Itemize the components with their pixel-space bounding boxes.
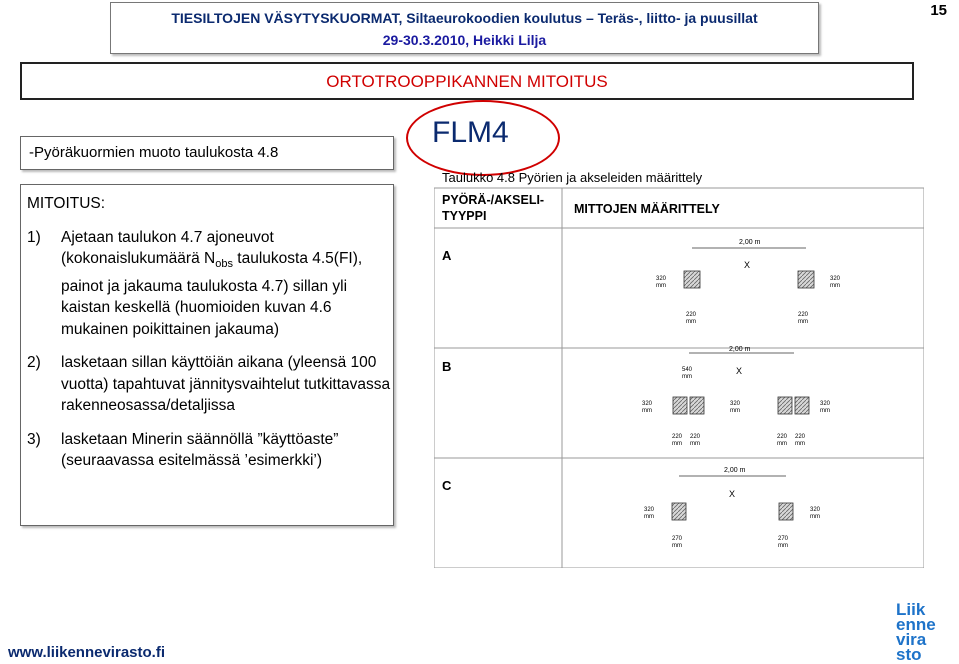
wheel-contact	[690, 397, 704, 414]
mitoitus-box	[20, 184, 394, 526]
wheel-axle-table-figure	[434, 168, 924, 568]
title-bar	[20, 62, 914, 100]
dim-540: 540	[682, 367, 693, 373]
liikennevirasto-logo	[896, 602, 936, 662]
wheel-contact	[684, 271, 700, 288]
item-number: 2)	[27, 354, 41, 372]
page-number: 15	[930, 2, 947, 19]
dim-mm: mm	[795, 441, 805, 447]
logo-line: vira	[896, 630, 927, 649]
center-mark: X	[729, 489, 736, 499]
dim-mm: mm	[798, 319, 808, 325]
wheel-contact	[778, 397, 792, 414]
dim-mm: mm	[686, 319, 696, 325]
wheel-contact	[798, 271, 814, 288]
header-box	[110, 2, 819, 54]
dim-mm: mm	[778, 543, 788, 549]
item-text: lasketaan sillan käyttöiän aikana (yleensä 100 vuotta) tapahtuvat jännitysvaihtelut tutkittavassa rakenneosassa/detaljissa	[61, 354, 391, 415]
list-item	[27, 227, 393, 341]
dim-mm: mm	[644, 514, 654, 520]
table-caption: Taulukko 4.8 Pyörien ja akseleiden määrittely	[442, 170, 703, 185]
dim-320: 320	[644, 507, 655, 513]
list-item	[27, 352, 393, 417]
mitoitus-content	[27, 193, 393, 472]
list-item	[27, 429, 393, 472]
logo-line: sto	[896, 645, 922, 664]
dim-mm: mm	[830, 283, 840, 289]
mitoitus-heading: MITOITUS:	[27, 195, 106, 212]
dim-220: 220	[690, 434, 701, 440]
row-label-b: B	[442, 359, 452, 374]
dim-270: 270	[778, 536, 789, 542]
logo-line: Liik	[896, 600, 926, 619]
row-label-c: C	[442, 478, 452, 493]
wheel-contact	[795, 397, 809, 414]
dim-320: 320	[656, 276, 667, 282]
flm-label: FLM4	[432, 116, 509, 149]
row-label-a: A	[442, 248, 452, 263]
dim-mm: mm	[730, 408, 740, 414]
topic-text: -Pyöräkuormien muoto taulukosta 4.8	[29, 144, 279, 161]
item-number: 1)	[27, 228, 41, 246]
dim-mm: mm	[810, 514, 820, 520]
item-number: 3)	[27, 430, 41, 448]
dim-270: 270	[672, 536, 683, 542]
dim-320: 320	[642, 401, 653, 407]
dimension-label: 2,00 m	[739, 239, 761, 246]
dim-mm: mm	[820, 408, 830, 414]
dim-220: 220	[798, 312, 809, 318]
dim-320: 320	[810, 507, 821, 513]
item-text: lasketaan Minerin säännöllä ”käyttöaste” (seuraavassa esitelmässä ’esimerkki’)	[61, 430, 339, 470]
dim-320: 320	[820, 401, 831, 407]
wheel-contact	[779, 503, 793, 520]
dim-220: 220	[672, 434, 683, 440]
slide-title: ORTOTROOPPIKANNEN MITOITUS	[326, 72, 608, 91]
center-mark: X	[736, 366, 743, 376]
col2-header: MITTOJEN MÄÄRITTELY	[574, 202, 720, 216]
topic-box	[20, 136, 394, 170]
dim-220: 220	[686, 312, 697, 318]
dim-220: 220	[777, 434, 788, 440]
wheel-contact	[673, 397, 687, 414]
header-date-author: 29-30.3.2010, Heikki Lilja	[382, 32, 547, 48]
dim-mm: mm	[690, 441, 700, 447]
header-title: TIESILTOJEN VÄSYTYSKUORMAT, Siltaeurokoodien koulutus – Teräs-, liitto- ja puusillat	[171, 10, 758, 26]
dim-320: 320	[830, 276, 841, 282]
item-text: Ajetaan taulukon 4.7 ajoneuvot (kokonaislukumäärä $N_{obs}$ taulukosta 4.5(FI), painot ja jakauma taulukosta 4.7) sillan yli kaistan keskellä (huomioiden kuvan 4.6 mukainen poikittainen jakauma)	[61, 228, 363, 338]
center-mark: X	[744, 260, 751, 270]
dimension-label: 2,00 m	[724, 467, 746, 474]
dim-mm: mm	[672, 543, 682, 549]
dim-mm: mm	[656, 283, 666, 289]
col1-header-line2: TYYPPI	[442, 209, 487, 223]
footer-url[interactable]: www.liikennevirasto.fi	[8, 644, 165, 661]
dim-mm: mm	[777, 441, 787, 447]
logo-line: enne	[896, 615, 936, 634]
col1-header-line1: PYÖRÄ-/AKSELI-	[442, 193, 545, 207]
dim-320: 320	[730, 401, 741, 407]
dim-mm: mm	[672, 441, 682, 447]
dim-mm: mm	[642, 408, 652, 414]
wheel-contact	[672, 503, 686, 520]
dim-mm: mm	[682, 374, 692, 380]
dimension-label: 2,00 m	[729, 346, 751, 353]
dim-220: 220	[795, 434, 806, 440]
